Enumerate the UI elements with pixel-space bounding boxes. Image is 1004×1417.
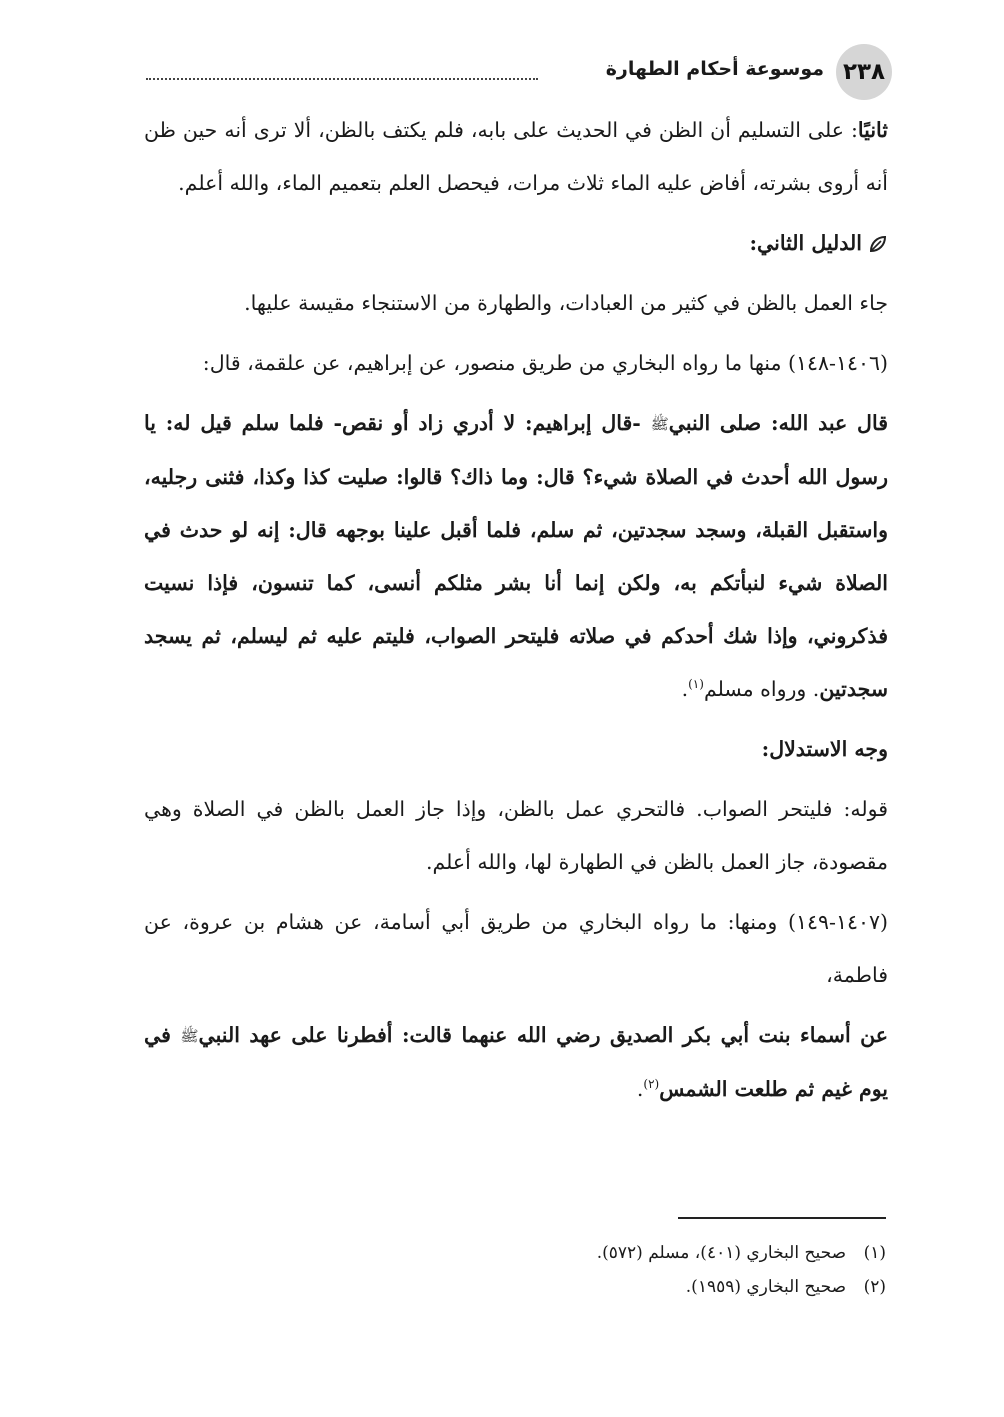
paragraph-text: : على التسليم أن الظن في الحديث على بابه، فلم يكتف بالظن، ألا ترى أنه حين ظن أنه أروى بشرته، أفاض عليه الماء ثلاث مرات، فيحصل العلم بتعميم الماء، والله أعلم. — [144, 118, 888, 195]
footnote-item — [286, 1270, 886, 1304]
header-dotted-rule-left — [146, 78, 538, 80]
salutation-glyph-2: ﷺ — [180, 1027, 199, 1045]
hadith2-text-part-a: عن أسماء بنت أبي بكر الصديق رضي الله عنهما قالت: أفطرنا على عهد النبي — [198, 1023, 888, 1047]
section-heading-inference: وجه الاستدلال: — [761, 737, 888, 761]
heading-text: الدليل الثاني: — [749, 231, 862, 255]
footnote-number: (٢) — [863, 1277, 886, 1297]
paragraph-hadith-1406-chain: (١٤٠٦-١٤٨) منها ما رواه البخاري من طريق منصور، عن إبراهيم، عن علقمة، قال: — [202, 351, 888, 375]
salutation-glyph: ﷺ — [650, 415, 669, 433]
hadith-attribution: . ورواه مسلم — [703, 677, 820, 701]
sentence-end-2: . — [636, 1077, 644, 1101]
hadith-text-1406 — [144, 397, 888, 716]
hadith2-text-part-b: في يوم غيم ثم طلعت الشمس — [144, 1023, 888, 1101]
footnotes — [286, 1236, 886, 1304]
footnote-text: صحيح البخاري (١٩٥٩). — [685, 1277, 846, 1297]
section-heading-second-evidence — [144, 217, 888, 270]
page-header — [146, 44, 892, 104]
footnote-item — [286, 1236, 886, 1270]
hadith-text-part-b: -قال إبراهيم: لا أدري زاد أو نقص- فلما سلم قيل له: يا رسول الله أحدث في الصلاة شيء؟ قال: وما ذاك؟ قالوا: صليت كذا وكذا، فثنى رجليه، واستقبل القبلة، وسجد سجدتين، ثم سلم، فلما أقبل علينا بوجهه قال: إنه لو حدث في الصلاة شيء لنبأتكم به، ولكن إنما أنا بشر مثلكم أنسى، كما تنسون، فإذا نسيت فذكروني، وإذا شك أحدكم في صلاته فليتحر الصواب، فليتم عليه ثم ليسلم، ثم يسجد سجدتين — [144, 411, 889, 701]
paragraph-secondly — [144, 104, 888, 210]
paragraph-label: ثانيًا — [857, 118, 888, 142]
footnote-ref-1: (١) — [688, 677, 704, 692]
leaf-ornament-icon — [868, 217, 888, 270]
sentence-end: . — [681, 677, 689, 701]
hadith-text-part-a: قال عبد الله: صلى النبي — [668, 411, 888, 435]
footnote-text: صحيح البخاري (٤٠١)، مسلم (٥٧٢). — [596, 1243, 846, 1263]
paragraph-hadith-1407-chain: (١٤٠٧-١٤٩) ومنها: ما رواه البخاري من طريق أبي أسامة، عن هشام بن عروة، عن فاطمة، — [144, 910, 888, 987]
hadith-text-1407 — [144, 1009, 888, 1116]
paragraph-explanation: قوله: فليتحر الصواب. فالتحري عمل بالظن، وإذا جاز العمل بالظن في الصلاة وهي مقصودة، جاز العمل بالظن في الطهارة لها، والله أعلم. — [144, 797, 888, 874]
running-title: موسوعة أحكام الطهارة — [596, 58, 834, 80]
footnote-number: (١) — [863, 1243, 886, 1263]
footnote-separator — [678, 1217, 886, 1219]
page-number: ٢٣٨ — [836, 44, 892, 100]
paragraph-intro: جاء العمل بالظن في كثير من العبادات، والطهارة من الاستنجاء مقيسة عليها. — [244, 291, 888, 315]
footnote-ref-2: (٢) — [643, 1077, 660, 1092]
page-body — [144, 104, 888, 1123]
